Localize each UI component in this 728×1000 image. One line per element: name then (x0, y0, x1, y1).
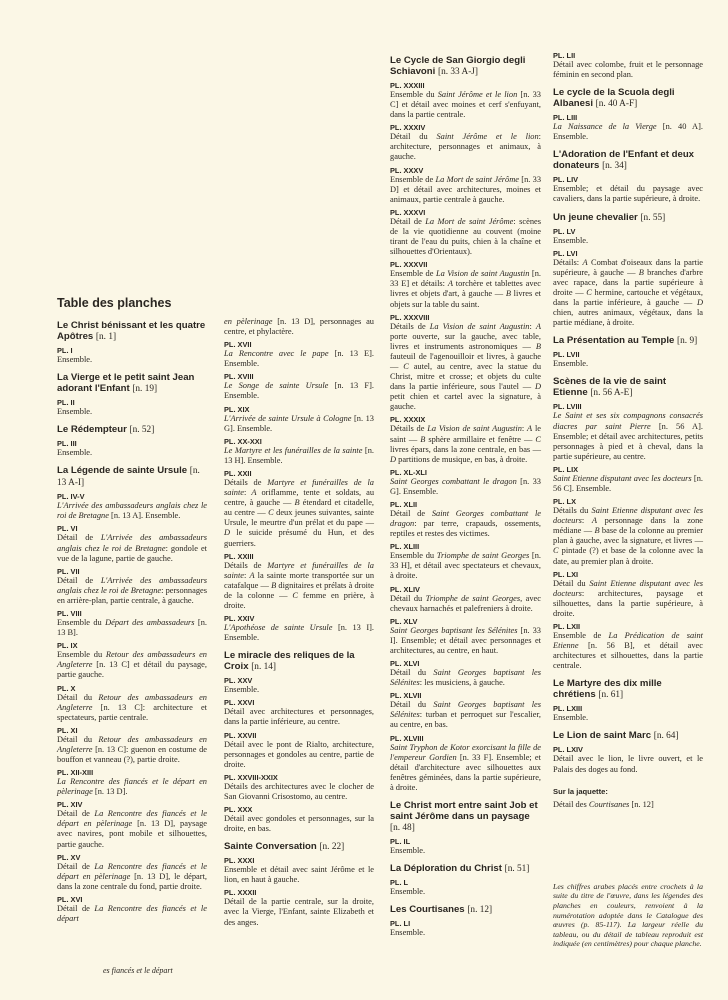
plate-label: PL. XVII (224, 340, 252, 350)
plate-label: PL. XXXVI (390, 207, 426, 217)
catalogue-ref: [n. 34] (602, 161, 627, 172)
plate-description: Ensemble. (390, 887, 426, 897)
plate-description: Saint Georges baptisant les Sélénites [n. 33 I]. Ensemble; et détail avec personnages et architectures, au centre, en haut. (390, 625, 541, 655)
plate-description: L'Arrivée des ambassadeurs anglais chez le roi de Bretagne [n. 13 A]. Ensemble. (57, 501, 207, 521)
plate-label: PL. LIX (553, 464, 579, 474)
catalogue-ref: [n. 9] (677, 336, 698, 347)
plate-label: PL. XXXI (224, 856, 255, 866)
plate-label: PL. XXXVIII (390, 312, 430, 322)
catalogue-ref: [n. 61] (598, 690, 624, 701)
section-title: La Présentation au Temple (553, 335, 675, 347)
plate-label: PL. LX (553, 497, 576, 507)
plate-description: Détail avec le lion, le livre ouvert, et le Palais des doges au fond. (553, 754, 703, 774)
plate-description: Détail des Courtisanes [n. 12] (553, 799, 654, 809)
plate-label: PL. L (390, 878, 409, 888)
section-title: L'Adoration de l'Enfant et deux donateurs (553, 149, 695, 172)
plate-description: Ensemble. (57, 407, 93, 417)
plate-description: La Rencontre des fiancés et le départ en pèlerinage [n. 13 D]. (57, 777, 207, 797)
catalogue-ref: [n. 56 A-E] (590, 388, 633, 399)
plate-description: Détail de La Rencontre des fiancés et le départ en pèlerinage [n. 13 D], le départ, dans la zone centrale du fond, partie droite. (57, 861, 207, 891)
plate-description: Le Songe de sainte Ursule [n. 13 F]. Ensemble. (224, 381, 374, 401)
section-heading (57, 320, 207, 343)
plate-label: PL. LXIII (553, 704, 583, 714)
plate-description: Ensemble. (57, 448, 93, 458)
plate-label: PL. III (57, 439, 77, 449)
plate-label: PL. XLVIII (390, 733, 424, 743)
section-heading (57, 465, 207, 489)
section-heading (553, 730, 703, 742)
plate-label: PL. XI (57, 725, 78, 735)
plate-description: Détail de La Rencontre des fiancés et le départ (57, 903, 207, 923)
plate-label: PL. VIII (57, 609, 82, 619)
section-title: Le Christ bénissant et les quatre Apôtres (57, 320, 206, 342)
plate-description: La Naissance de la Vierge [n. 40 A]. Ensemble. (553, 122, 703, 142)
plate-description: Ensemble de La Vision de saint Augustin [n. 33 E] et détails: A torchère et tablettes avec livres et objets d'art, à gauche — B livres et objets sur la table du saint. (390, 269, 541, 309)
plate-description: Ensemble de La Mort de saint Jérôme [n. 33 D] et détail avec architectures, moines et animaux, partie centrale à gauche. (390, 174, 542, 204)
page-footer: es fiancés et le départ (103, 966, 173, 975)
column-1 (57, 296, 207, 925)
section-title: Le miracle des reliques de la Croix (224, 650, 355, 673)
plate-description: Détails du Saint Etienne disputant avec les docteurs: A personnage dans la zone médiane — B base de la colonne au premier plan à gauche, avec la signature, et livres — C pintade (?) et base de la colonne avec la date, au premier plan à droite. (553, 506, 703, 566)
plate-description: Détail avec le pont de Rialto, architecture, personnages et gondoles au centre, partie de droite. (224, 739, 374, 769)
plate-description: Détail avec colombe, fruit et le personnage féminin en second plan. (553, 60, 703, 80)
plate-label: PL. XXXV (390, 165, 424, 175)
plate-description: Le Martyre et les funérailles de la sainte [n. 13 H]. Ensemble. (224, 445, 374, 465)
plate-description: Ensemble. (553, 235, 589, 245)
plate-label: PL. VII (57, 566, 80, 576)
section-heading (57, 372, 207, 395)
plate-label: PL. XXXIV (390, 123, 426, 133)
plate-label: PL. LIII (553, 113, 578, 123)
section-heading (553, 335, 703, 347)
plate-label: PL. XXIV (224, 614, 255, 624)
plate-label: PL. XVI (57, 894, 83, 904)
catalogue-ref: [n. 48] (390, 822, 415, 833)
plate-description: Ensemble. (224, 685, 260, 695)
section-title: Le Christ mort entre saint Job et saint Jérôme dans un paysage (390, 799, 538, 822)
plate-description: Détail de L'Arrivée des ambassadeurs anglais chez le roi de Bretagne: gondole et vue de la lagune, partie de gauche. (57, 533, 207, 563)
plate-label: PL. LXI (553, 569, 579, 579)
plate-description: Ensemble. (390, 928, 426, 938)
section-title: La Déploration du Christ (390, 863, 502, 875)
plate-label: PL. XXVI (224, 698, 255, 708)
plate-description: Détail de la partie centrale, sur la droite, avec la Vierge, l'Enfant, sainte Elizabeth et des anges. (224, 897, 374, 927)
section-heading (57, 424, 207, 436)
plate-description: Détails de La Vision de saint Augustin: A porte ouverte, sur la gauche, avec table, livres et instruments astronomiques — B fauteuil de l'agenouilloir et livres, à gauche — C autel, au centre, avec la statue du Christ, mitre et crosse; et objets du culte dans la partie inférieure, sous l'autel — D petit chien et cartel avec la signature, à gauche. (390, 321, 542, 412)
plate-label: PL. XXX (224, 805, 253, 814)
plate-description: Détail du Triomphe de saint Georges, avec chevaux harnachés et palefreniers à droite. (390, 593, 541, 613)
plate-label: PL. LVI (553, 248, 578, 258)
plate-label: PL. XX-XXI (224, 436, 262, 446)
plate-label: PL. IX (57, 641, 78, 651)
plate-label: PL. XII-XIII (57, 768, 94, 778)
plate-label: PL. LXII (553, 622, 581, 631)
plate-label: PL. X (57, 683, 76, 693)
section-heading (390, 55, 541, 78)
catalogue-ref: [n. 14] (251, 662, 276, 673)
catalogue-ref: [n. 40 A-F] (595, 99, 638, 110)
section-title: La Vierge et le petit saint Jean adorant l'Enfant (57, 372, 195, 395)
plate-description: Ensemble et détail avec saint Jérôme et le lion, en haut à gauche. (224, 865, 374, 885)
plate-label: PL. II (57, 398, 75, 408)
plate-label: PL. LVII (553, 350, 580, 360)
plate-description: Saint Georges combattant le dragon [n. 33 G]. Ensemble. (390, 476, 541, 496)
plate-label: PL. XXXII (224, 888, 257, 898)
section-heading (553, 376, 703, 399)
plate-label: PL. VI (57, 524, 78, 534)
plate-description: Détail de L'Arrivée des ambassadeurs anglais chez le roi de Bretagne: personnages en arrière-plan, partie centrale, à gauche. (57, 575, 208, 605)
jacket-label: Sur la jaquette: (553, 786, 608, 796)
catalogue-ref: [n. 55] (640, 212, 666, 223)
plate-label: PL. LV (553, 226, 576, 236)
catalogue-ref: [n. 1] (95, 332, 117, 342)
catalogue-ref: [n. 19] (132, 384, 158, 395)
plate-label: PL. XLII (390, 500, 418, 509)
section-heading (553, 87, 703, 110)
plate-description: L'Apothéose de sainte Ursule [n. 13 I]. Ensemble. (224, 623, 374, 643)
plate-label: PL. IV-V (57, 492, 85, 502)
section-heading (390, 863, 541, 875)
plate-description: L'Arrivée de sainte Ursule à Cologne [n. 13 G]. Ensemble. (224, 413, 374, 433)
plate-description: Détail avec gondoles et personnages, sur la droite, en bas. (224, 814, 374, 834)
plate-description: en pèlerinage [n. 13 D], personnages au centre, et phylactère. (224, 317, 374, 337)
plate-description: Détail du Saint Etienne disputant avec les docteurs: architectures, paysage et silhouettes, dans la partie supérieure, à droite. (553, 578, 703, 618)
catalogue-ref: [n. 12] (467, 905, 493, 916)
plate-description: La Rencontre avec le pape [n. 13 E]. Ensemble. (224, 349, 374, 369)
catalogue-ref: [n. 33 A-J] (438, 67, 479, 77)
plate-description: Détails: A Combat d'oiseaux dans la partie supérieure, à gauche — B branches d'arbre avec rapace, dans la partie supérieure à droite — C hermine, cartouche et végétaux, dans la partie inférieure, à gauche — D chien, autres animaux, végétaux, dans la partie médiane, à droite. (553, 257, 703, 328)
section-title: Le cycle de la Scuola degli Albanesi (553, 87, 675, 110)
catalogue-ref: [n. 13 A-I] (57, 466, 200, 489)
plate-description: Détails de La Vision de saint Augustin: A le saint — B sphère armillaire et fenêtre — C livres épars, dans la zone centrale, en bas — D partitions de musique, en bas, à droite. (390, 424, 542, 464)
plate-description: Détail de La Rencontre des fiancés et le départ en pèlerinage [n. 13 D], paysage avec navires, pont mobile et silhouettes, partie gauche. (57, 809, 207, 849)
plate-description: Ensemble. (553, 359, 589, 369)
plate-label: PL. XLVI (390, 659, 420, 669)
plate-label: PL. LVIII (553, 402, 582, 412)
section-heading (553, 149, 703, 172)
section-title: La Légende de sainte Ursule (57, 465, 188, 477)
section-title: Le Lion de saint Marc (553, 730, 652, 742)
section-title: Le Martyre des dix mille chrétiens (553, 678, 662, 701)
plate-label: PL. I (57, 346, 73, 355)
plate-description: Détails de Martyre et funérailles de la sainte: A la sainte morte transportée sur un catafalque — B dignitaires et prélats à droite de la colonne — C femme en prière, à droite. (224, 560, 375, 610)
plate-label: PL. LIV (553, 175, 579, 185)
catalogue-note: Les chiffres arabes placés entre crochets à la suite du titre de l'œuvre, dans les légendes des planches en couleurs, renvoient à la numérotation adoptée dans le Catalogue des œuvres (p. 85-117). La largeur réelle du tableau, ou du détail de tableau reproduit est indiquée (en centimètres) pour chaque planche. (553, 881, 703, 949)
plate-label: PL. XIV (57, 800, 83, 810)
plate-description: Ensemble de La Prédication de saint Etienne [n. 56 B], et détail avec architectures et silhouettes, dans la partie centrale. (553, 631, 703, 671)
catalogue-ref: [n. 51] (504, 864, 530, 875)
plate-label: PL. LII (553, 51, 576, 60)
plate-label: PL. XV (57, 852, 81, 862)
section-heading (553, 678, 703, 701)
plate-label: PL. LI (390, 919, 411, 929)
plate-label: PL. XXXIX (390, 415, 426, 425)
plate-description: Détails de Martyre et funérailles de la sainte: A oriflamme, tente et soldats, au centre, à gauche — B étendard et citadelle, au centre — C deux jeunes suivantes, sainte Ursule, le meurtre d'un prélat et du pape — D le suicide présumé du Hun, et des guerriers. (224, 477, 375, 548)
catalogue-ref: [n. 52] (129, 425, 155, 436)
plate-label: PL. XXXIII (390, 81, 425, 90)
catalogue-ref: [n. 22] (319, 842, 345, 853)
plate-label: PL. LXIV (553, 745, 583, 755)
section-heading (553, 212, 703, 224)
plate-label: PL. XLVII (390, 691, 422, 701)
plate-description: Ensemble. (390, 845, 426, 855)
column-3 (390, 48, 541, 939)
section-title: Le Rédempteur (57, 424, 127, 436)
plate-label: PL. XLV (390, 616, 418, 626)
plate-label: PL. XXVII (224, 730, 257, 740)
plate-label: PL. IL (390, 836, 411, 846)
section-title: Sainte Conversation (224, 841, 317, 853)
plate-description: Ensemble du Retour des ambassadeurs en Angleterre [n. 13 C] et détail du paysage, partie gauche. (57, 650, 207, 680)
plate-description: Ensemble du Saint Jérôme et le lion [n. 33 C] et détail avec moines et cerf s'enfuyant, dans la partie centrale. (390, 90, 541, 120)
plate-label: PL. XL-XLI (390, 467, 427, 477)
plate-label: PL. XLIV (390, 584, 420, 594)
column-4 (553, 48, 703, 949)
section-title: Scènes de la vie de saint Etienne (553, 376, 667, 399)
section-title: Un jeune chevalier (553, 211, 638, 223)
plate-description: Ensemble; et détail du paysage avec cavaliers, dans la partie supérieure, à droite. (553, 184, 703, 204)
plate-label: PL. XLIII (390, 542, 420, 552)
plate-label: PL. XIX (224, 404, 250, 414)
plate-description: Détail du Retour des ambassadeurs en Angleterre [n. 13 C]: guenon en costume de bouffon et vanneau (?), partie droite. (57, 734, 207, 764)
plate-description: Détails des architectures avec le clocher de San Giovanni Crisostomo, au centre. (224, 781, 374, 801)
plate-description: Détail de Saint Georges combattant le dragon: par terre, crapauds, ossements, reptiles et restes des victimes. (390, 509, 541, 539)
column-2 (224, 317, 374, 929)
plate-description: Détail du Saint Jérôme et le lion: architecture, personnages et animaux, à gauche. (390, 132, 541, 162)
section-title: Le Cycle de San Giorgio degli Schiavoni (390, 55, 526, 77)
plate-description: Détail du Retour des ambassadeurs en Angleterre [n. 13 C]: architecture et spectateurs, partie centrale. (57, 692, 207, 722)
plate-label: PL. XXII (224, 468, 252, 478)
section-heading (390, 800, 541, 834)
plate-label: PL. XXVIII-XXIX (224, 772, 278, 782)
plate-label: PL. XVIII (224, 372, 254, 382)
plate-description: Détail avec architectures et personnages, dans la partie inférieure, au centre. (224, 707, 374, 727)
plate-description: Détail du Saint Georges baptisant les Sélénites: turban et perroquet sur l'escalier, au centre, en bas. (390, 700, 542, 730)
plate-description: Ensemble du Départ des ambassadeurs [n. 13 B]. (57, 618, 207, 638)
plate-description: Détail du Saint Georges baptisant les Sélénites: les musiciens, à gauche. (390, 668, 542, 688)
section-heading (224, 841, 374, 853)
plate-label: PL. XXXVII (390, 260, 428, 270)
plate-description: Saint Etienne disputant avec les docteurs [n. 56 C]. Ensemble. (553, 473, 703, 493)
plate-description: Le Saint et ses six compagnons consacrés diacres par saint Pierre [n. 56 A]. Ensemble; et détail avec architectures, petits personnages à pied et à cheval, dans la partie supérieure, au centre. (553, 411, 703, 461)
plate-label: PL. XXV (224, 676, 253, 686)
section-heading (224, 650, 374, 673)
plate-description: Détail de La Mort de saint Jérôme: scènes de la vie quotidienne au couvent (moine tirant de l'eau du puits, chien à la chaîne et silhouettes d'Orientaux). (390, 216, 542, 257)
plate-description: Ensemble. (57, 355, 93, 364)
catalogue-ref: [n. 64] (653, 731, 679, 742)
section-heading (390, 904, 541, 916)
plate-description: Ensemble du Triomphe de saint Georges [n. 33 H], et détail avec spectateurs et chevaux, à droite. (390, 551, 541, 581)
section-title: Les Courtisanes (390, 904, 465, 916)
plate-description: Ensemble. (553, 713, 589, 723)
plate-label: PL. XXIII (224, 551, 254, 561)
page-title: Table des planches (57, 296, 172, 310)
plate-description: Saint Tryphon de Kotor exorcisant la fille de l'empereur Gordien [n. 33 F]. Ensemble; et détail d'architecture avec silhouettes aux fenêtres géminées, dans la partie supérieure, à droite. (390, 742, 541, 792)
